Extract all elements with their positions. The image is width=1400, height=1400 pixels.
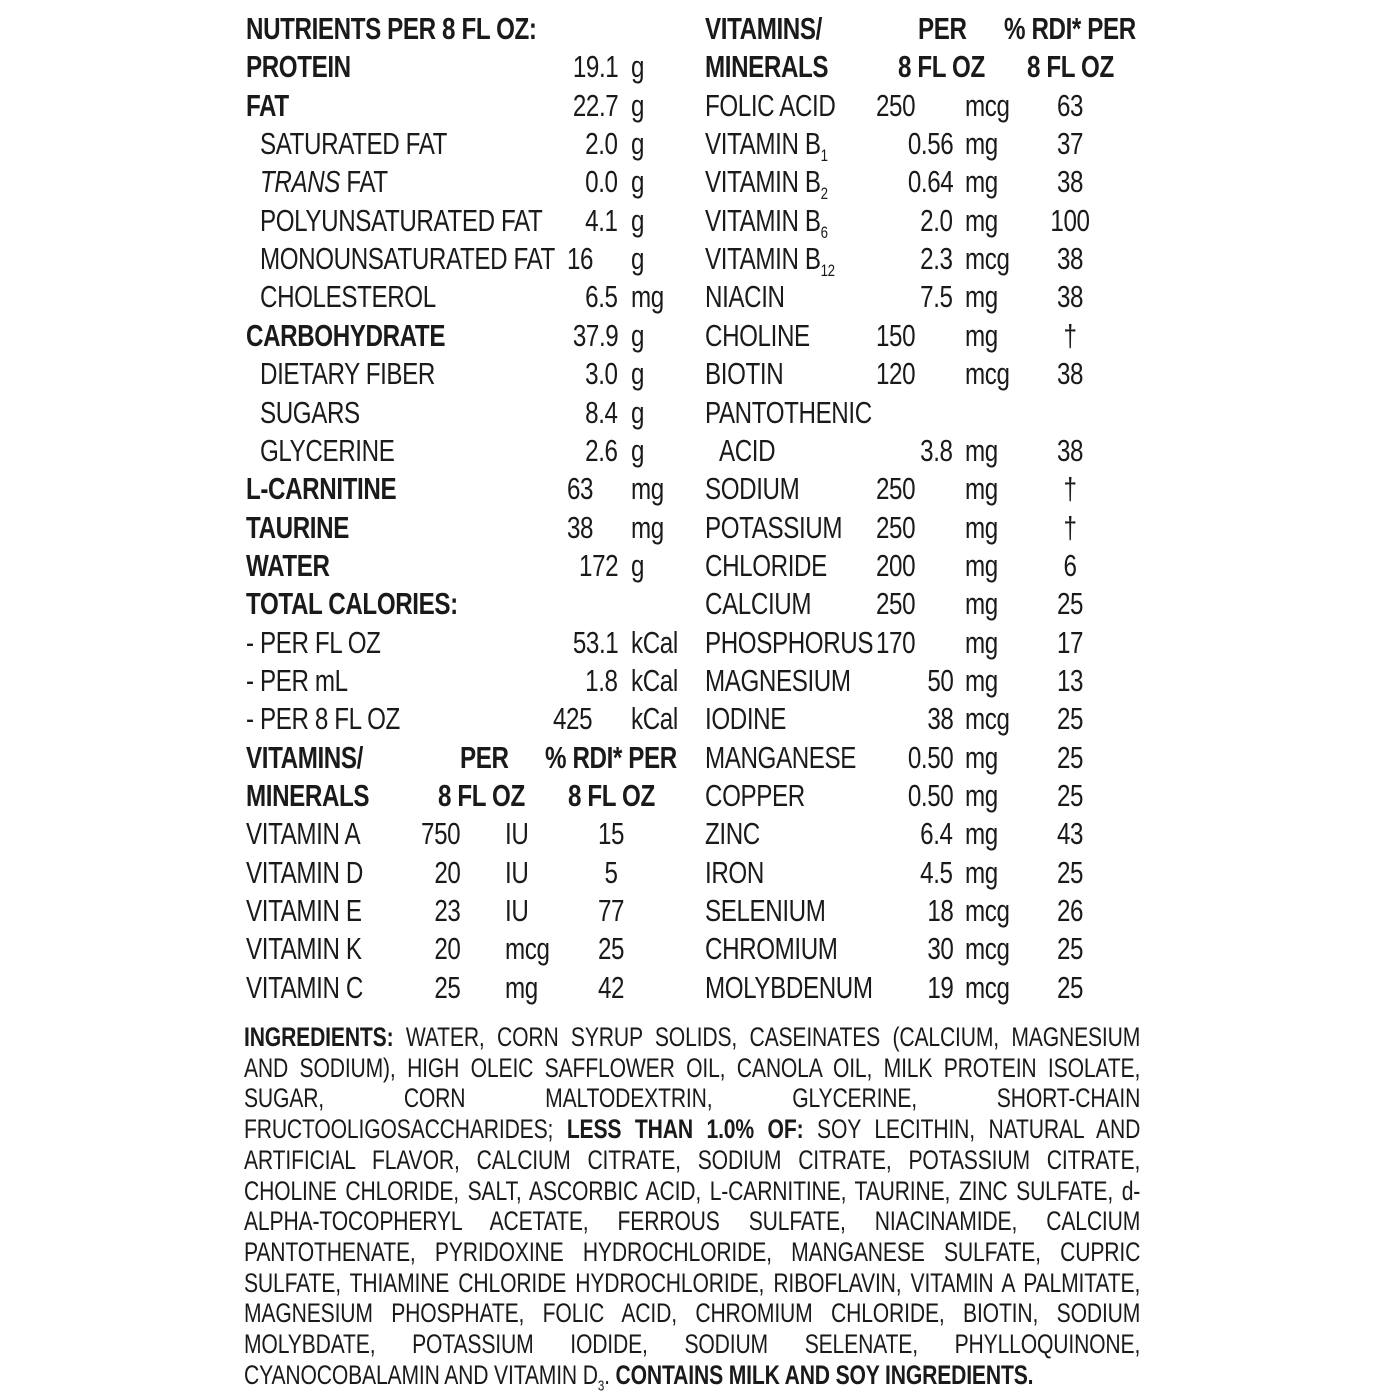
mineral-name-text: CHROMIUM (705, 931, 838, 967)
vitamins-header-col2-line2: 8 FL OZ (438, 778, 525, 813)
mineral-name (705, 394, 872, 432)
calorie-unit: kCal (631, 701, 678, 737)
mineral-amount: 120 (876, 356, 916, 392)
nutrient-unit: g (631, 432, 645, 468)
mineral-unit: mg (965, 854, 998, 890)
mineral-name-text: MOLYBDENUM (705, 969, 873, 1005)
mineral-name-text: CHLORIDE (705, 547, 827, 583)
mineral-name-text: VITAMIN B (705, 164, 821, 200)
mineral-name-text: COPPER (705, 778, 805, 813)
nutrient-name: GLYCERINE (260, 432, 395, 468)
ingredients-text-2: SOY LECITHIN, NATURAL AND ARTIFICIAL FLAVOR, CALCIUM CITRATE, SODIUM CITRATE, POTASSIUM CITRATE, CHOLINE CHLORIDE, SALT, ASCORBIC ACID, L-CARNITINE, TAURINE, ZINC SULFATE, d-ALPHA-TOCOPHERYL ACETATE, FERROUS SULFATE, NIACINAMIDE, CALCIUM PANTOTHENATE, PYRIDOXINE HYDROCHLORIDE, MANGANESE SULFATE, CUPRIC SULFATE, THIAMINE CHLORIDE HYDROCHLORIDE, RIBOFLAVIN, VITAMIN A PALMITATE, MAGNESIUM PHOSPHATE, FOLIC ACID, CHROMIUM CHLORIDE, BIOTIN, SODIUM MOLYBDATE, POTASSIUM IODIDE, SODIUM SELENATE, PHYLLOQUINONE, CYANOCOBALAMIN AND VITAMIN D (244, 1114, 1141, 1390)
mineral-amount: 50 (926, 662, 953, 698)
mineral-amount: 6.4 (920, 816, 953, 852)
mineral-unit: mg (965, 624, 998, 660)
nutrient-name: MONOUNSATURATED FAT (260, 241, 555, 277)
mineral-amount: 170 (876, 624, 916, 660)
mineral-rdi: † (1063, 317, 1077, 353)
mineral-name (705, 700, 786, 738)
mineral-name (705, 163, 828, 204)
mineral-name (705, 317, 810, 355)
mineral-name (705, 777, 805, 815)
vitamin-rdi: 25 (597, 931, 625, 967)
vitamin-d-subscript: 3 (597, 1378, 605, 1395)
mineral-name (705, 854, 764, 892)
mineral-amount: 250 (876, 87, 916, 123)
mineral-name (705, 87, 835, 125)
mineral-name-text: CALCIUM (705, 586, 812, 622)
mineral-name-text: PHOSPHORUS (705, 624, 874, 660)
mineral-unit: mg (965, 778, 998, 813)
mineral-unit: mcg (965, 241, 1010, 277)
nutrient-unit: g (631, 202, 645, 238)
mineral-name (719, 432, 775, 470)
vitamins-header-col3: % RDI* PER (545, 739, 677, 775)
mineral-amount: 18 (926, 893, 953, 929)
mineral-rdi: 38 (1056, 356, 1084, 392)
mineral-rdi: 43 (1056, 816, 1084, 852)
vitamin-unit: IU (505, 893, 529, 929)
nutrient-unit: g (631, 547, 645, 583)
mineral-name (705, 892, 825, 930)
vitamin-rdi: 42 (597, 969, 625, 1005)
right-vitamins-header-col3: % RDI* PER (1004, 11, 1136, 46)
vitamin-name: VITAMIN C (246, 969, 363, 1005)
mineral-name-text: ZINC (705, 816, 760, 852)
mineral-amount: 19 (926, 969, 953, 1005)
mineral-rdi: 38 (1056, 279, 1084, 315)
ingredients-label: INGREDIENTS: (244, 1022, 394, 1052)
nutrient-name: TAURINE (246, 509, 349, 545)
nutrients-header: NUTRIENTS PER 8 FL OZ: (246, 11, 537, 46)
mineral-unit: mg (965, 662, 998, 698)
calorie-unit: kCal (631, 624, 678, 660)
right-vitamins-header-col1-line2: MINERALS (705, 49, 829, 85)
less-than-label: LESS THAN 1.0% OF: (566, 1114, 804, 1145)
calorie-row-label: - PER 8 FL OZ (246, 701, 400, 737)
mineral-unit: mg (965, 739, 998, 775)
mineral-rdi: 25 (1056, 778, 1084, 813)
right-vitamins-header-col1: VITAMINS/ (705, 11, 822, 46)
mineral-name-text: CHOLINE (705, 317, 810, 353)
nutrient-amount: 2.0 (585, 126, 618, 162)
mineral-amount: 7.5 (920, 279, 953, 315)
nutrient-name: WATER (246, 547, 330, 583)
nutrient-amount: 6.5 (585, 279, 618, 315)
mineral-name-subscript: 12 (820, 261, 835, 281)
nutrient-unit: g (631, 126, 645, 162)
mineral-name-subscript: 2 (820, 184, 828, 204)
nutrient-name (260, 163, 388, 201)
mineral-rdi: 26 (1056, 893, 1084, 929)
mineral-rdi: 25 (1056, 969, 1084, 1005)
mineral-amount: 0.64 (907, 164, 953, 200)
vitamin-rdi: 15 (597, 816, 625, 852)
nutrient-unit: g (631, 356, 645, 392)
mineral-name-text: POTASSIUM (705, 509, 843, 545)
mineral-name-text: BIOTIN (705, 356, 784, 392)
mineral-amount: 4.5 (920, 854, 953, 890)
nutrient-name: DIETARY FIBER (260, 356, 435, 392)
allergen-statement: CONTAINS MILK AND SOY INGREDIENTS. (615, 1359, 1034, 1390)
mineral-name (705, 278, 785, 316)
mineral-name (705, 739, 856, 777)
mineral-name (705, 624, 873, 662)
mineral-unit: mg (965, 202, 998, 238)
nutrient-name-italic: TRANS (260, 164, 341, 200)
mineral-unit: mcg (965, 701, 1010, 737)
nutrient-amount: 63 (567, 471, 594, 507)
calorie-row-label: - PER mL (246, 662, 348, 698)
mineral-name-subscript: 1 (820, 146, 828, 166)
nutrient-name: CHOLESTEROL (260, 279, 436, 315)
mineral-rdi: 25 (1056, 854, 1084, 890)
mineral-amount: 250 (876, 471, 916, 507)
vitamin-unit: mcg (505, 931, 550, 967)
nutrient-amount: 3.0 (585, 356, 618, 392)
nutrient-unit: g (631, 164, 645, 200)
vitamins-header-col2: PER (460, 739, 509, 775)
mineral-name-text: IRON (705, 854, 764, 890)
mineral-unit: mg (965, 126, 998, 162)
mineral-unit: mcg (965, 893, 1010, 929)
vitamin-unit: IU (505, 854, 529, 890)
mineral-amount: 3.8 (920, 432, 953, 468)
vitamin-amount: 20 (433, 854, 460, 890)
mineral-rdi: 25 (1056, 739, 1084, 775)
vitamin-name: VITAMIN E (246, 893, 362, 929)
right-vitamins-header-col2-line2: 8 FL OZ (898, 49, 985, 85)
mineral-name (705, 509, 842, 547)
mineral-rdi: 6 (1063, 547, 1077, 583)
mineral-name-text: VITAMIN B (705, 126, 821, 162)
mineral-rdi: 17 (1056, 624, 1084, 660)
vitamin-name: VITAMIN A (246, 816, 361, 852)
mineral-unit: mg (965, 279, 998, 315)
mineral-name-text: NIACIN (705, 279, 785, 315)
nutrient-unit: g (631, 394, 645, 430)
ingredients-text-1: WATER, CORN SYRUP SOLIDS, CASEINATES (CALCIUM, MAGNESIUM AND SODIUM), HIGH OLEIC SAFFLOWER OIL, CANOLA OIL, MILK PROTEIN ISOLATE, SUGAR, CORN MALTODEXTRIN, GLYCERINE, SHORT-CHAIN FRUCTOOLIGOSACCHARIDES; (244, 1022, 1141, 1145)
mineral-unit: mg (965, 432, 998, 468)
vitamin-name: VITAMIN K (246, 931, 362, 967)
mineral-unit: mg (965, 547, 998, 583)
calorie-amount: 53.1 (572, 624, 618, 660)
mineral-unit: mcg (965, 356, 1010, 392)
ingredients-text-3: . (604, 1359, 616, 1390)
mineral-name (705, 815, 760, 853)
mineral-amount: 38 (926, 701, 953, 737)
nutrient-name: FAT (246, 87, 289, 123)
nutrient-unit: mg (631, 509, 664, 545)
mineral-unit: mg (965, 471, 998, 507)
nutrient-amount: 4.1 (585, 202, 618, 238)
nutrient-amount: 19.1 (572, 49, 618, 85)
nutrient-unit: g (631, 87, 645, 123)
nutrient-name: SATURATED FAT (260, 126, 448, 162)
mineral-amount: 2.3 (920, 241, 953, 277)
nutrient-amount: 37.9 (572, 317, 618, 353)
nutrient-amount: 16 (567, 241, 594, 277)
mineral-name-text: ACID (719, 432, 776, 468)
ingredients-statement (244, 1022, 1141, 1395)
vitamin-rdi: 5 (604, 854, 618, 890)
vitamin-unit: mg (505, 969, 538, 1005)
nutrient-amount: 2.6 (585, 432, 618, 468)
mineral-rdi: 38 (1056, 164, 1084, 200)
vitamin-amount: 25 (433, 969, 460, 1005)
mineral-amount: 0.50 (907, 778, 953, 813)
mineral-amount: 250 (876, 509, 916, 545)
nutrient-amount: 0.0 (585, 164, 618, 200)
nutrient-amount: 8.4 (585, 394, 618, 430)
nutrient-name: SUGARS (260, 394, 360, 430)
mineral-unit: mg (965, 816, 998, 852)
mineral-name-subscript: 6 (820, 222, 828, 242)
mineral-name-text: VITAMIN B (705, 241, 821, 277)
mineral-name (705, 470, 799, 508)
mineral-rdi: 25 (1056, 931, 1084, 967)
nutrient-amount: 22.7 (572, 87, 618, 123)
mineral-rdi: 37 (1056, 126, 1084, 162)
mineral-name (705, 125, 828, 166)
mineral-unit: mcg (965, 931, 1010, 967)
mineral-amount: 2.0 (920, 202, 953, 238)
vitamin-amount: 20 (433, 931, 460, 967)
nutrient-name: PROTEIN (246, 49, 351, 85)
mineral-rdi: 38 (1056, 432, 1084, 468)
mineral-amount: 150 (876, 317, 916, 353)
mineral-name (705, 930, 838, 968)
nutrient-unit: g (631, 49, 645, 85)
mineral-name-text: MANGANESE (705, 739, 857, 775)
mineral-rdi: 63 (1056, 87, 1084, 123)
mineral-name-text: PANTOTHENIC (705, 394, 872, 430)
nutrient-name: L-CARNITINE (246, 471, 397, 507)
total-calories-header: TOTAL CALORIES: (246, 586, 458, 622)
calorie-amount: 425 (553, 701, 593, 737)
mineral-name (705, 547, 827, 585)
mineral-name-text: SODIUM (705, 471, 800, 507)
nutrient-unit: mg (631, 471, 664, 507)
mineral-unit: mcg (965, 87, 1010, 123)
calorie-unit: kCal (631, 662, 678, 698)
mineral-name (705, 240, 835, 281)
mineral-rdi: † (1063, 509, 1077, 545)
nutrient-amount: 38 (567, 509, 594, 545)
right-vitamins-header-col2: PER (918, 11, 967, 46)
mineral-amount: 250 (876, 586, 916, 622)
vitamins-header-col3-line2: 8 FL OZ (568, 778, 655, 813)
mineral-name-text: FOLIC ACID (705, 87, 836, 123)
mineral-rdi: 38 (1056, 241, 1084, 277)
mineral-name (705, 585, 811, 623)
mineral-rdi: 25 (1056, 586, 1084, 622)
vitamin-rdi: 77 (597, 893, 625, 929)
mineral-amount: 200 (876, 547, 916, 583)
mineral-name-text: IODINE (705, 701, 786, 737)
right-vitamins-header-col3-line2: 8 FL OZ (1027, 49, 1114, 85)
nutrient-name: CARBOHYDRATE (246, 317, 446, 353)
mineral-rdi: 13 (1056, 662, 1084, 698)
mineral-unit: mg (965, 317, 998, 353)
calorie-amount: 1.8 (585, 662, 618, 698)
nutrient-amount: 172 (578, 547, 618, 583)
mineral-unit: mcg (965, 969, 1010, 1005)
mineral-name (705, 662, 851, 700)
nutrient-unit: mg (631, 279, 664, 315)
mineral-amount: 30 (926, 931, 953, 967)
mineral-amount: 0.50 (907, 739, 953, 775)
vitamin-name: VITAMIN D (246, 854, 363, 890)
vitamins-header-col1: VITAMINS/ (246, 739, 363, 775)
mineral-unit: mg (965, 509, 998, 545)
vitamin-amount: 750 (420, 816, 460, 852)
nutrient-name-rest: FAT (340, 164, 388, 200)
nutrient-name: POLYUNSATURATED FAT (260, 202, 543, 238)
mineral-unit: mg (965, 586, 998, 622)
mineral-rdi: 25 (1056, 701, 1084, 737)
mineral-rdi: 100 (1050, 202, 1090, 238)
nutrient-unit: g (631, 317, 645, 353)
mineral-name (705, 969, 873, 1007)
vitamin-amount: 23 (433, 893, 460, 929)
calorie-row-label: - PER FL OZ (246, 624, 381, 660)
mineral-name (705, 355, 783, 393)
mineral-rdi: † (1063, 471, 1077, 507)
mineral-name-text: SELENIUM (705, 893, 826, 929)
mineral-name-text: VITAMIN B (705, 202, 821, 238)
vitamins-header-col1-line2: MINERALS (246, 778, 370, 813)
mineral-name (705, 202, 828, 240)
nutrient-unit: g (631, 241, 645, 277)
mineral-amount: 0.56 (907, 126, 953, 162)
mineral-unit: mg (965, 164, 998, 200)
vitamin-unit: IU (505, 816, 529, 852)
mineral-name-text: MAGNESIUM (705, 662, 851, 698)
